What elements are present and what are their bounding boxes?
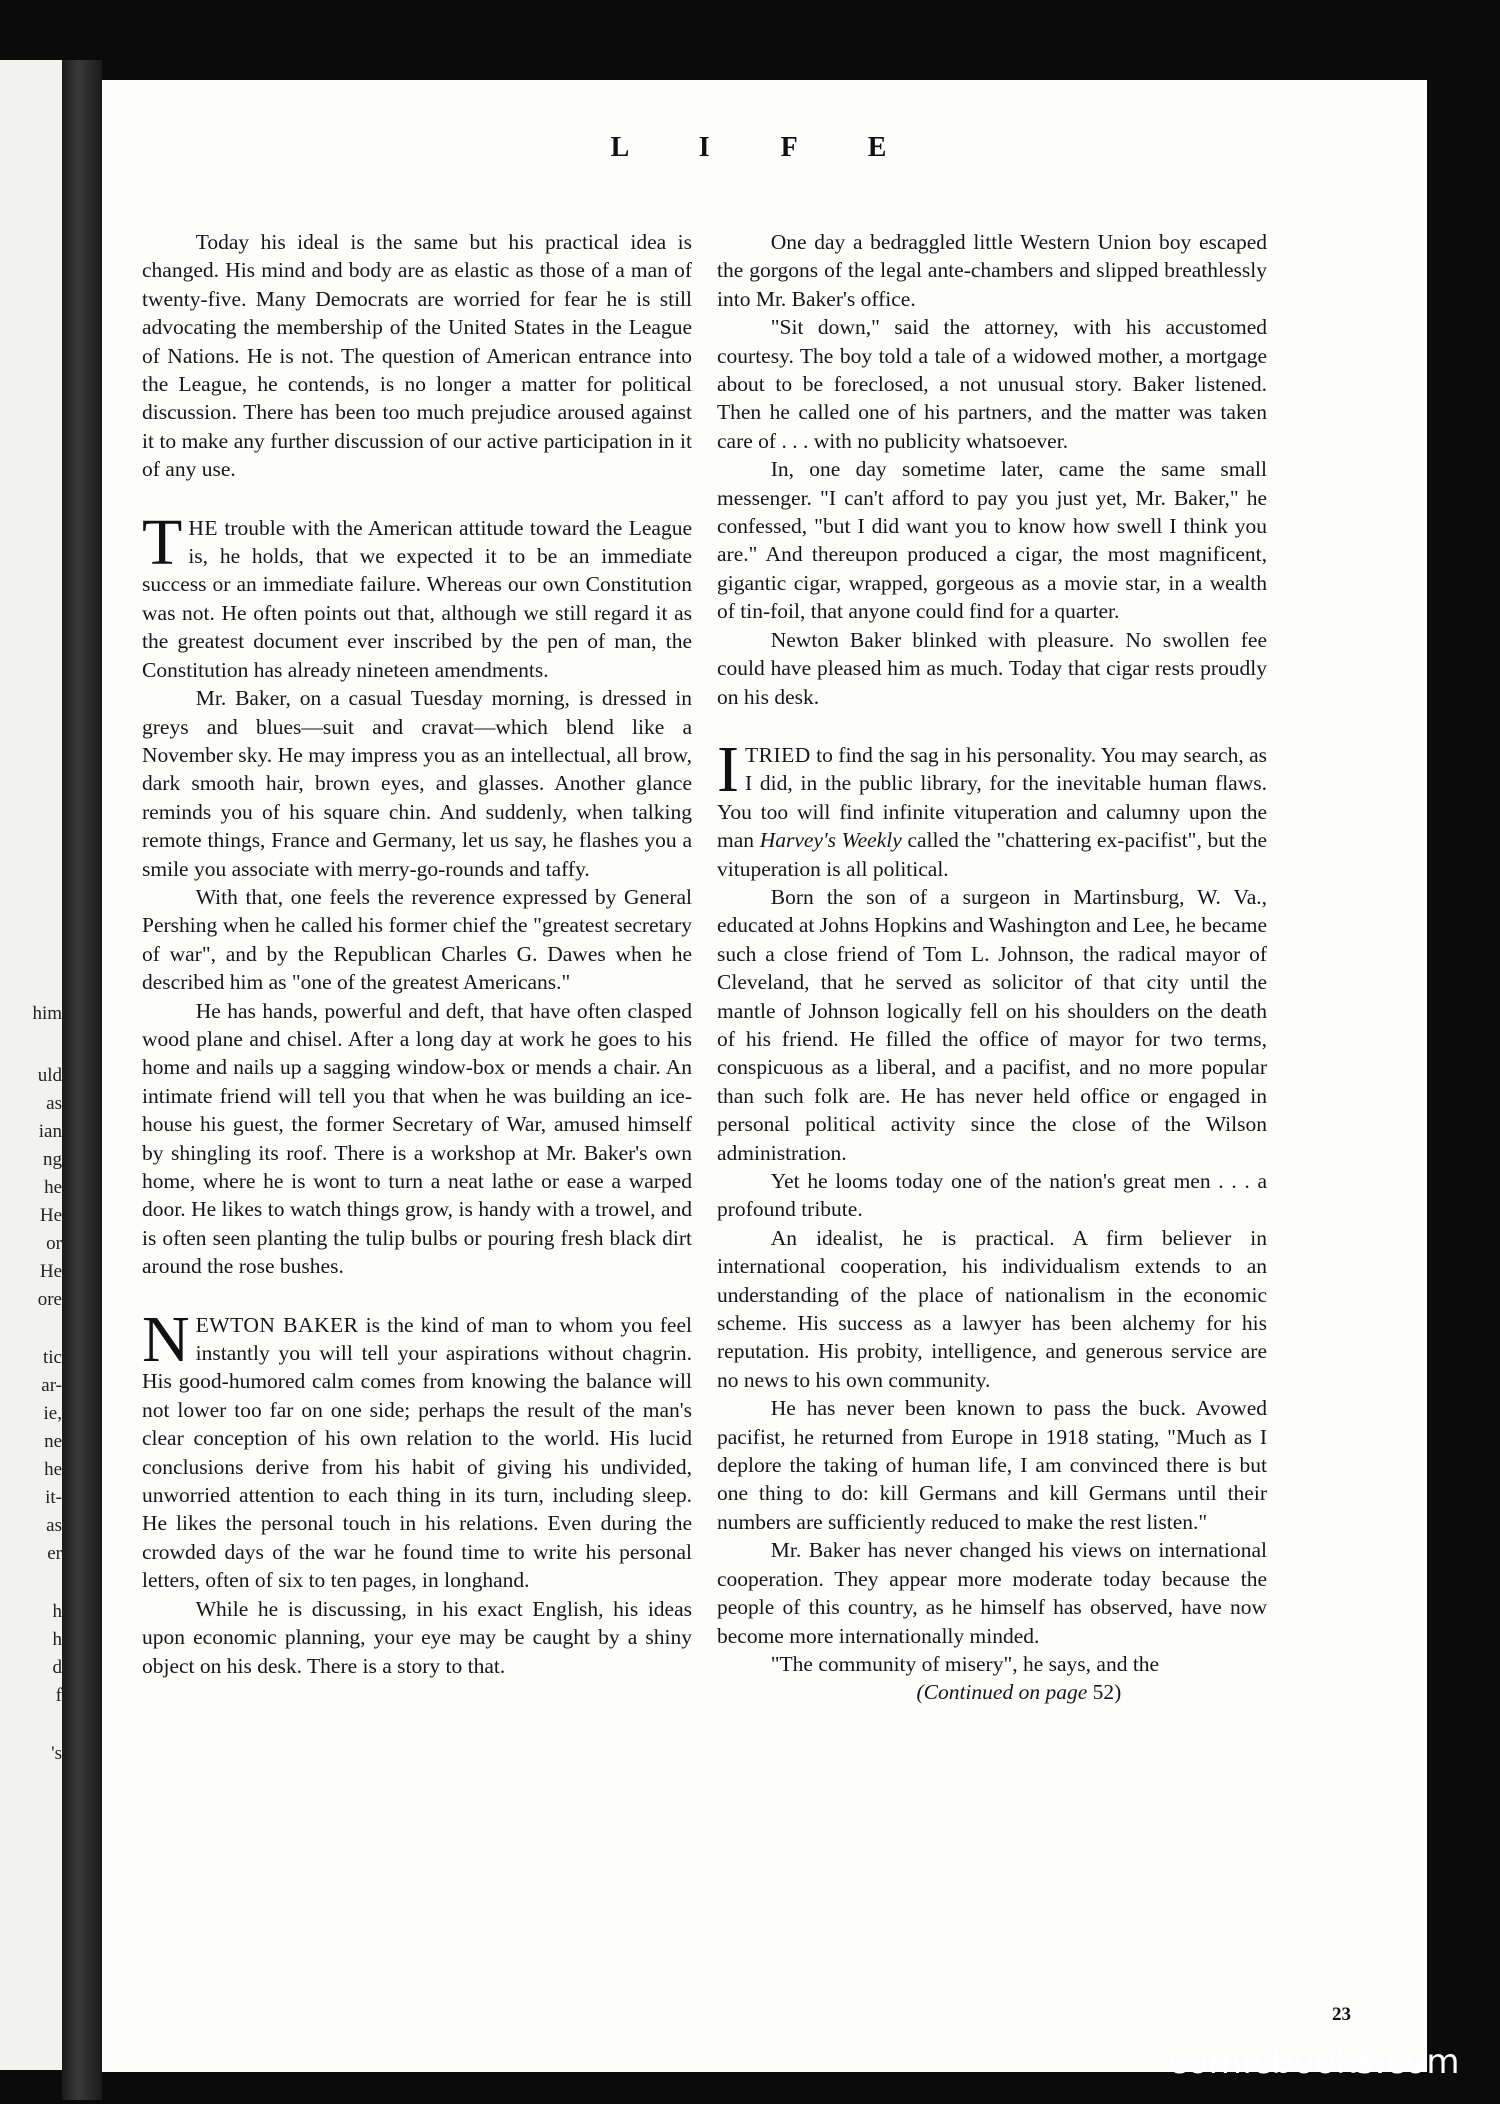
- continued-label: (Continued on page: [916, 1680, 1088, 1705]
- lead-in-caps: EWTON BAKER: [195, 1312, 359, 1337]
- prev-page-fragment: 's: [51, 1743, 62, 1764]
- prev-page-fragment: He: [39, 1261, 62, 1282]
- prev-page-fragment: as: [46, 1093, 62, 1114]
- publication-title: Harvey's Weekly: [759, 828, 902, 853]
- paragraph: Newton Baker blinked with pleasure. No swollen fee could have pleased him as much. Today that cigar rests proudly on his desk.: [717, 627, 1267, 709]
- paragraph: Mr. Baker, on a casual Tuesday morning, is dressed in greys and blues—suit and cravat—which blend like a November sky. He may impress you as an intellectual, all brow, dark smooth hair, brown eyes, and glasses. Another glance reminds you of his square chin. And suddenly, when talking remote things, France and Germany, let us say, he flashes you a smile you associate with merry-go-rounds and taffy.: [142, 686, 692, 881]
- paragraph-text: trouble with the American attitude toward the League is, he holds, that we expected it to be an immediate success or an immediate failure. Whereas our own Constitution was not. He often points out that, although we still regard it as the greatest document ever inscribed by the pen of man, the Constitution has already nineteen amendments.: [142, 515, 692, 682]
- prev-page-fragment: f: [55, 1685, 62, 1706]
- continued-note: [717, 1678, 1267, 1706]
- lead-in-caps: TRIED: [744, 742, 811, 767]
- prev-page-fragment: h: [52, 1601, 62, 1622]
- paragraph: An idealist, he is practical. A firm believer in international cooperation, his individualism extends to an understanding of the place of nationalism in the economic scheme. His success as a lawyer has been alchemy for his reputation. His probity, intelligence, and generous service are no news to his own community.: [717, 1225, 1267, 1392]
- prev-page-fragment: ore: [37, 1289, 62, 1310]
- page-number: 23: [1332, 2004, 1351, 2025]
- prev-page-fragment: He: [39, 1205, 62, 1226]
- page-gutter: [62, 60, 102, 2100]
- paragraph: [142, 505, 692, 684]
- prev-page-fragment: ar-: [41, 1375, 62, 1396]
- prev-page-fragment: h: [52, 1629, 62, 1650]
- paragraph-text: is the kind of man to whom you feel instantly you will tell your aspirations without chagrin. His good-humored calm comes from knowing the balance will not lower too far on one side; perhaps the result of the man's clear conception of his own relation to the world. His lucid conclusions derive from his habit of giving his undivided, unworried attention to each thing in its turn, including sleep. He likes the personal touch in his relations. Even during the crowded days of the war he found time to write his personal letters, often of six to ten pages, in longhand.: [142, 1312, 692, 1593]
- paragraph: One day a bedraggled little Western Union boy escaped the gorgons of the legal ante-chambers and slipped breathlessly into Mr. Baker's office.: [717, 230, 1267, 311]
- prev-page-fragment: d: [52, 1657, 62, 1678]
- paragraph: [717, 732, 1267, 883]
- paragraph: Born the son of a surgeon in Martinsburg, W. Va., educated at Johns Hopkins and Washington and Lee, he became such a close friend of Tom L. Johnson, the radical mayor of Cleveland, that he served as solicitor of that city until the mantle of Johnson logically fell on his shoulders on the death of his friend. He filled the office of mayor for two terms, conspicuous as a liberal, and a pacifist, and no more popular than such folk are. He has never held office or engaged in personal political activity since the close of the Wilson administration.: [717, 884, 1267, 1165]
- paragraph: Mr. Baker has never changed his views on international cooperation. They appear more moderate today because the people of this country, as he himself has observed, have now become more internationally minded.: [717, 1538, 1267, 1648]
- right-column: [717, 228, 1267, 1707]
- lead-in-caps: HE: [188, 515, 218, 540]
- prev-page-fragment: or: [46, 1233, 62, 1254]
- prev-page-fragment: he: [44, 1459, 62, 1480]
- watermark: comicbooks.com: [1168, 2042, 1460, 2082]
- paragraph-text: to find the sag in his personality. You may search, as I did, in the public library, for the inevitable human flaws. You too will find infinite vituperation and calumny upon the man: [717, 742, 1267, 853]
- paragraph: With that, one feels the reverence expressed by General Pershing when he called his former chief the "greatest secretary of war", and by the Republican Charles G. Dawes when he described him as "one of the greatest Americans.": [142, 884, 692, 995]
- paragraph: He has hands, powerful and deft, that have often clasped wood plane and chisel. After a long day at work he goes to his home and nails up a sagging window-box or mends a chair. An intimate friend will tell you that when he was building an ice-house his guest, the former Secretary of War, amused himself by shingling its roof. There is a workshop at Mr. Baker's own home, where he is wont to turn a neat lathe or ease a warped door. He likes to watch things grow, is handy with a trowel, and is often seen planting the tulip bulbs or pouring fresh black dirt around the rose bushes.: [142, 998, 692, 1279]
- prev-page-fragment: it-: [45, 1487, 62, 1508]
- drop-cap: T: [142, 505, 183, 579]
- prev-page-fragment: er: [47, 1543, 62, 1564]
- prev-page-fragment: as: [46, 1515, 62, 1536]
- prev-page-fragment: he: [44, 1177, 62, 1198]
- drop-cap: N: [142, 1302, 190, 1376]
- prev-page-fragment: him: [32, 1003, 62, 1024]
- paragraph: "Sit down," said the attorney, with his accustomed courtesy. The boy told a tale of a widowed mother, a mortgage about to be foreclosed, a not unusual story. Baker listened. Then he called one of his partners, and the matter was taken care of . . . with no publicity whatsoever.: [717, 315, 1267, 453]
- continued-page: 52): [1087, 1680, 1122, 1705]
- prev-page-fragment: ian: [38, 1121, 62, 1142]
- prev-page-fragment: tic: [43, 1347, 62, 1368]
- paragraph: Today his ideal is the same but his practical idea is changed. His mind and body are as elastic as those of a man of twenty-five. Many Democrats are worried for fear he is still advocating the membership of the United States in the League of Nations. He is not. The question of American entrance into the League, he contends, is no longer a matter for political discussion. There has been too much prejudice aroused against it to make any further discussion of our active participation in it of any use.: [142, 230, 692, 482]
- prev-page-fragment: uld: [37, 1065, 62, 1086]
- paragraph: He has never been known to pass the buck. Avowed pacifist, he returned from Europe in 1918 stating, "Much as I deplore the taking of human life, I am convinced there is but one thing to do: kill Germans and kill Germans until their numbers are sufficiently reduced to make the rest listen.": [717, 1396, 1267, 1534]
- drop-cap: I: [717, 732, 739, 806]
- paragraph-text: called the "chattering ex-pacifist", but the vituperation is all political.: [717, 828, 1267, 881]
- masthead: L I F E: [610, 132, 919, 163]
- paragraph: While he is discussing, in his exact English, his ideas upon economic planning, your eye may be caught by a shiny object on his desk. There is a story to that.: [142, 1596, 692, 1678]
- prev-page-fragment: ng: [43, 1149, 62, 1170]
- prev-page-fragment: ne: [44, 1431, 62, 1452]
- paragraph: "The community of misery", he says, and the: [770, 1651, 1160, 1676]
- paragraph: Yet he looms today one of the nation's great men . . . a profound tribute.: [717, 1169, 1267, 1222]
- paragraph: [142, 1302, 692, 1595]
- previous-page-edge: [0, 60, 62, 2070]
- prev-page-fragment: ie,: [43, 1403, 62, 1424]
- left-column: [142, 228, 692, 1680]
- paragraph: In, one day sometime later, came the same small messenger. "I can't afford to pay you just yet, Mr. Baker," he confessed, "but I did want you to know how swell I think you are." And thereupon produced a cigar, the most magnificent, gigantic cigar, wrapped, gorgeous as a movie star, in a wealth of tin-foil, that anyone could find for a quarter.: [717, 457, 1267, 624]
- magazine-page: [102, 80, 1427, 2072]
